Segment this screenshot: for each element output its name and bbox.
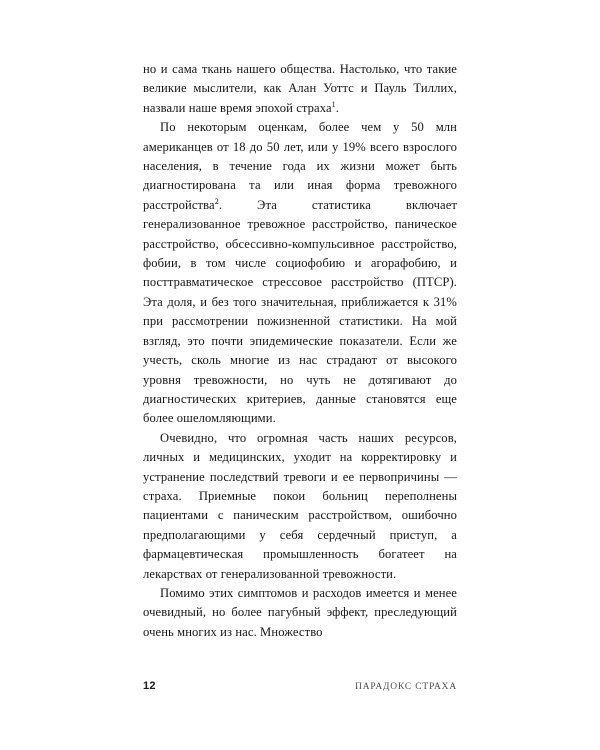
footnote-marker-2: 2 [214,196,219,206]
paragraph-1-text: но и сама ткань нашего общества. Настолько, что такие великие мыслители, как Алан Уоттс и Пауль Тиллих, назвали наше время эпохой страха [143,62,457,115]
paragraph-3: Очевидно, что огромная часть наших ресурсов, личных и медицинских, уходит на корректировку и устранение последствий тревоги и ее первопричины — страха. Приемные покои больниц переполнены пациентами с паническим расстройством, ошибочно предполагающими у себя сердечный приступ, а фармацевтическая промышленность богатеет на лекарствах от генерализованной тревожности. [143,430,457,581]
body-text-column [143,60,457,642]
paragraph-2-text: По некоторым оценкам, более чем у 50 млн американцев от 18 до 50 лет, или у 19% всего взрослого населения, в течение года их жизни может быть диагностирована та или иная форма тревожного расстройства [143,120,457,212]
footnote-marker-1: 1 [331,99,336,109]
paragraph-2 [143,118,457,429]
page-footer [143,680,457,692]
paragraph-1 [143,60,457,118]
paragraph-4: Помимо этих симптомов и расходов имеется и менее очевидный, но более пагубный эффект, преследующий очень многих из нас. Множество [143,585,457,639]
paragraph-2-tail: . Эта статистика включает генерализованное тревожное расстройство, паническое расстройство, обсессивно-компульсивное расстройство, фобии, в том числе социофобию и агорафобию, и посттравматическое стрессовое расстройство (ПТСР). Эта доля, и без того значительная, приближается к 31% при рассмотрении пожизненной статистики. На мой взгляд, это почти эпидемические показатели. Если же учесть, сколь многие из нас страдают от высокого уровня тревожности, но чуть не дотягивают до диагностических критериев, данные становятся еще более ошеломляющими. [143,197,457,426]
paragraph-1-period: . [335,100,340,115]
page-number: 12 [143,680,156,692]
running-head: ПАРАДОКС СТРАХА [355,682,457,692]
